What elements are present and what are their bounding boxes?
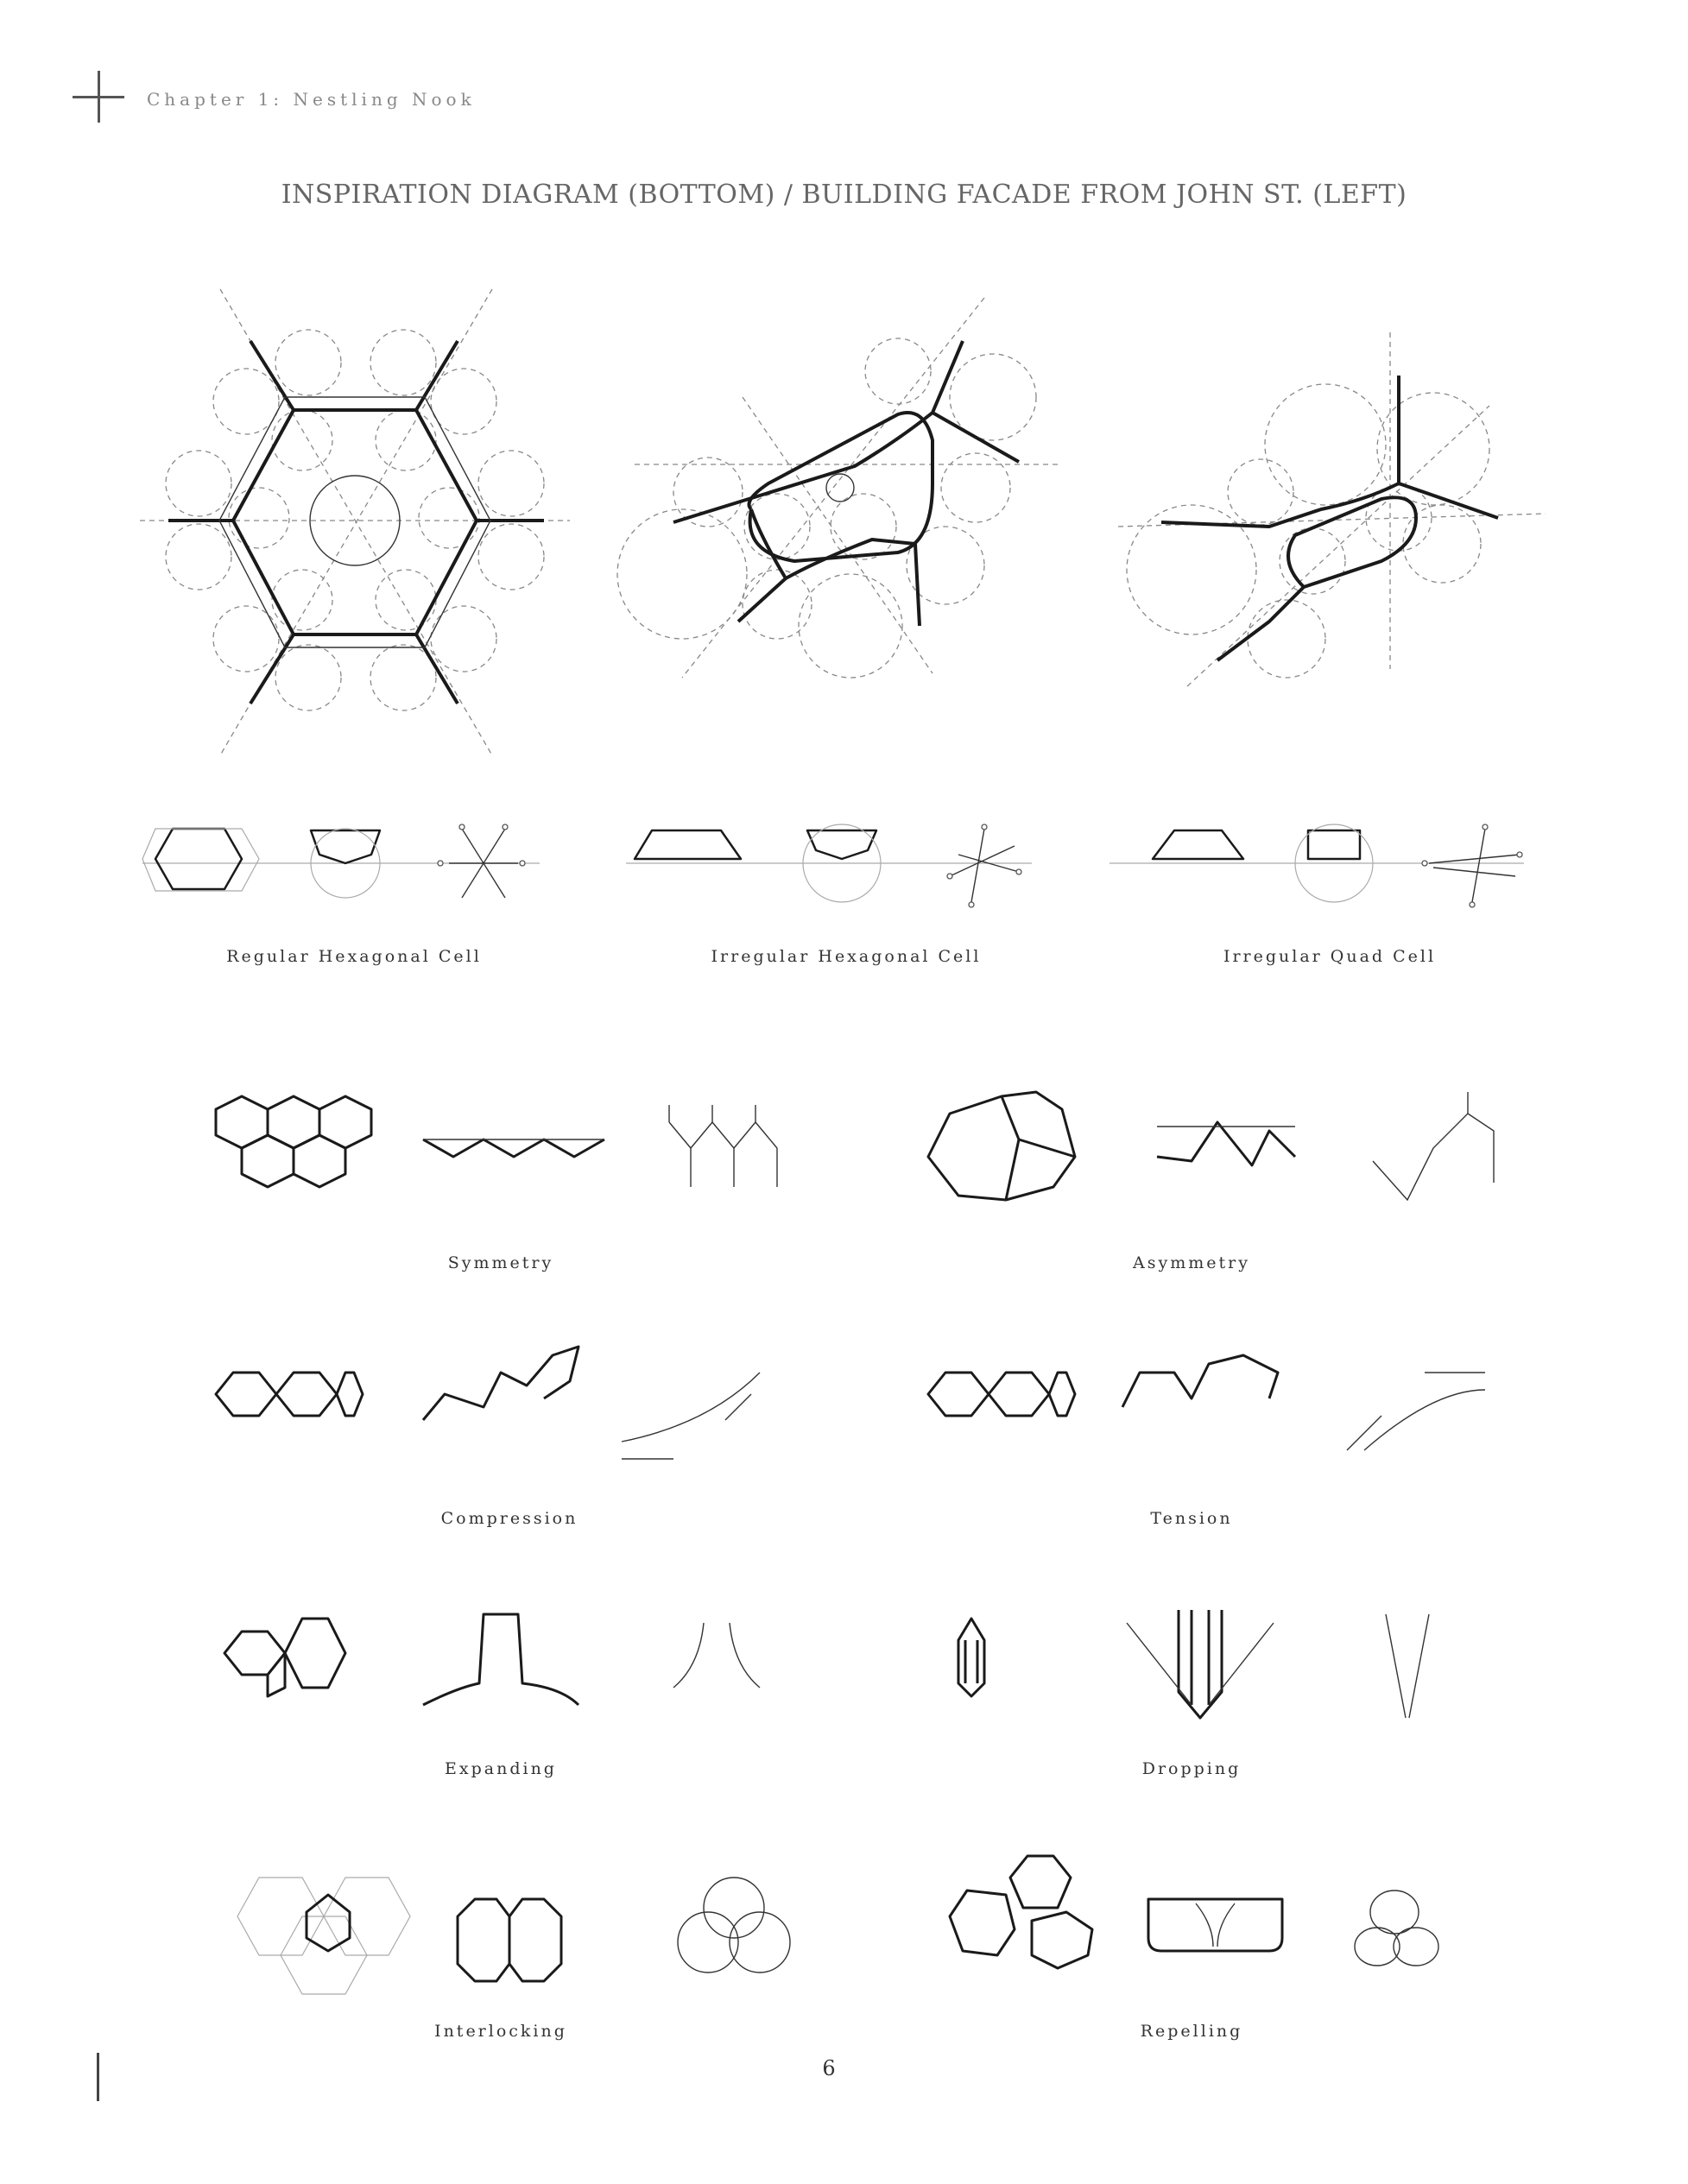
- repelling-diagram: [950, 1856, 1438, 1968]
- tension-label: Tension: [1150, 1509, 1233, 1528]
- repelling-label: Repelling: [1140, 2022, 1243, 2041]
- page-title: INSPIRATION DIAGRAM (BOTTOM) / BUILDING FACADE FROM JOHN ST. (LEFT): [281, 180, 1407, 210]
- symmetry-label: Symmetry: [447, 1253, 554, 1272]
- compression-label: Compression: [440, 1509, 578, 1528]
- asymmetry-diagram: [928, 1092, 1494, 1200]
- dropping-label: Dropping: [1141, 1759, 1242, 1778]
- irregular-hexagonal-cell-diagram: [617, 298, 1058, 678]
- irregular-quad-cell-diagram: [1118, 332, 1546, 686]
- regular-hexagonal-cell-label: Regular Hexagonal Cell: [226, 947, 482, 966]
- tension-diagram: [928, 1355, 1485, 1450]
- interlocking-diagram: [237, 1878, 790, 1994]
- page-number: 6: [822, 2056, 836, 2080]
- chapter-label: Chapter 1: Nestling Nook: [147, 89, 476, 110]
- regular-hexagonal-cell-diagram: [140, 289, 570, 755]
- dropping-diagram: [958, 1610, 1429, 1718]
- interlocking-label: Interlocking: [434, 2022, 567, 2041]
- expanding-diagram: [224, 1614, 760, 1705]
- expanding-label: Expanding: [445, 1759, 557, 1778]
- irregular-quad-cell-label: Irregular Quad Cell: [1223, 947, 1437, 966]
- asymmetry-label: Asymmetry: [1133, 1253, 1250, 1272]
- cell-section-diagrams: [142, 824, 1524, 907]
- irregular-hexagonal-cell-label: Irregular Hexagonal Cell: [711, 947, 982, 966]
- compression-diagram: [216, 1347, 760, 1459]
- symmetry-diagram: [216, 1096, 777, 1187]
